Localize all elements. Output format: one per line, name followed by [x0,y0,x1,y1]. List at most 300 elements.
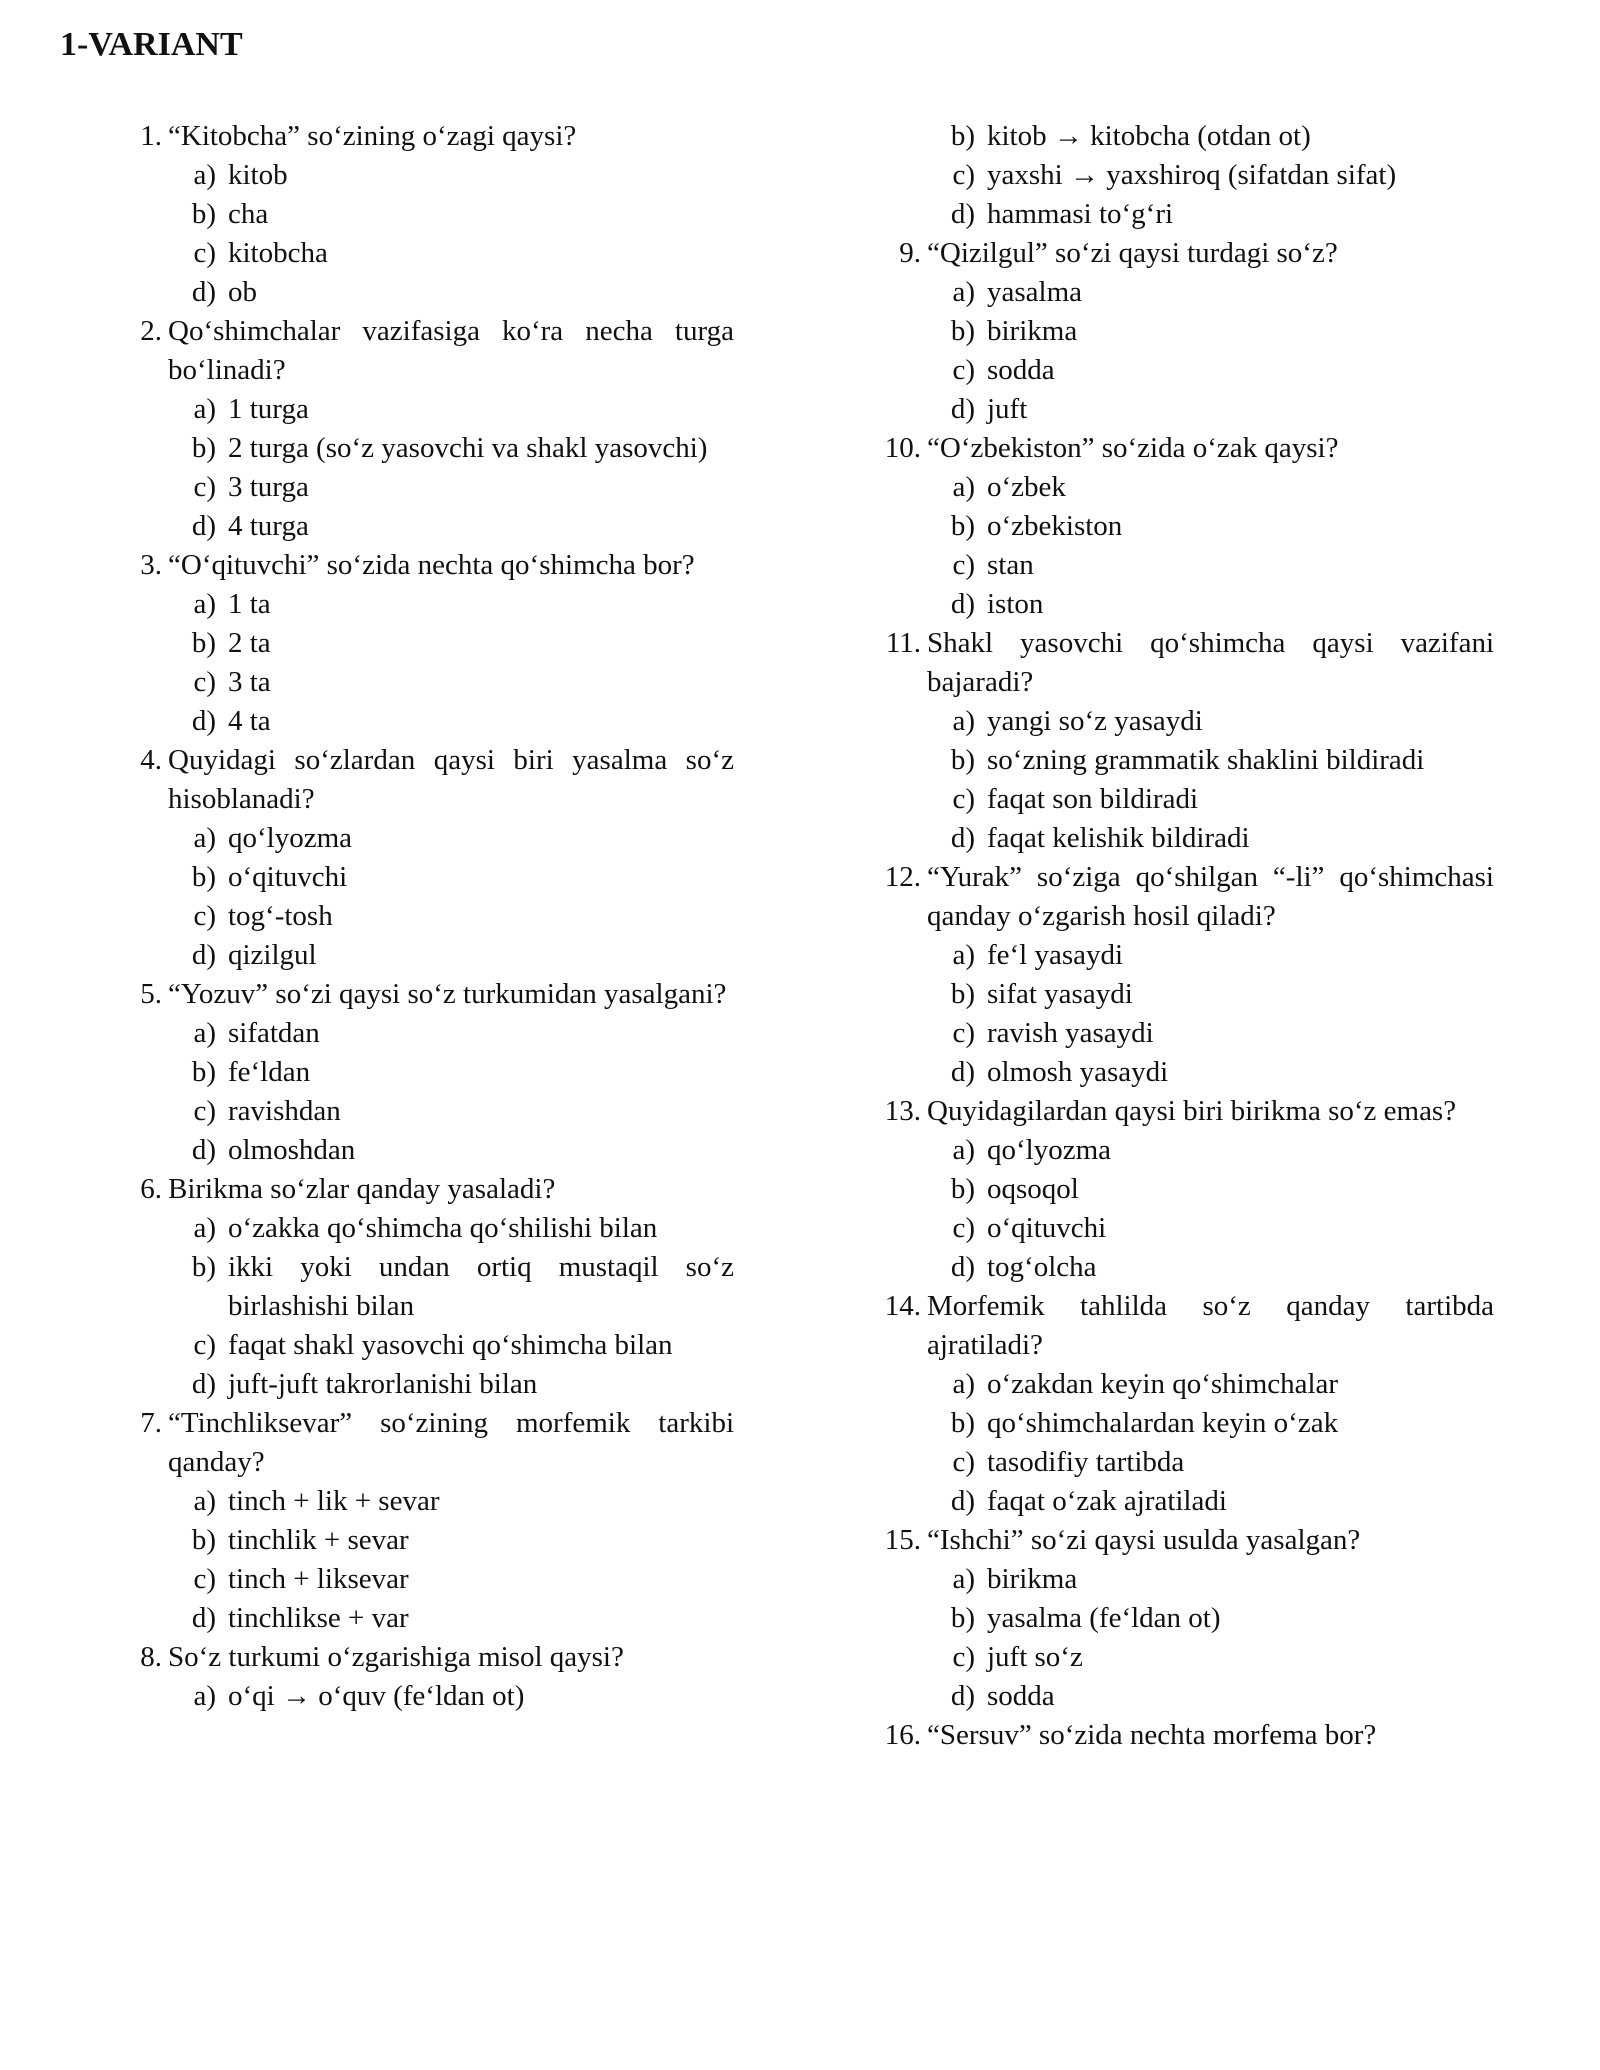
question-body [168,741,734,819]
option-body [927,351,1494,390]
option-letter: c) [193,471,216,503]
option-letter: b) [950,1407,975,1439]
question-body [168,117,734,156]
answer-option [869,468,1494,507]
option-text: qo‘lyozma [228,822,353,854]
option-body [168,1131,734,1170]
answer-option [114,468,734,507]
option-letter: a) [193,1680,216,1712]
option-letter: d) [950,1056,975,1088]
question-text: Birikma so‘zlar qanday yasaladi? [168,1173,556,1205]
option-body [927,585,1494,624]
option-letter: c) [193,1329,216,1361]
option-letter: c) [952,1017,975,1049]
option-text: ravishdan [228,1095,341,1127]
option-indent [869,1404,927,1443]
question-item [114,975,734,1170]
option-text: ikki yoki undan ortiq mustaqil so‘z birlashishi bilan [228,1251,734,1322]
answer-option [869,1638,1494,1677]
question-row [114,1638,734,1677]
option-text: yasalma [987,276,1083,308]
option-body [927,702,1494,741]
option-body [168,1677,734,1716]
answer-option [114,819,734,858]
option-letter: b) [950,744,975,776]
question-item [114,546,734,741]
option-text: tinchlikse + var [228,1602,409,1634]
question-text: “O‘zbekiston” so‘zida o‘zak qaysi? [927,432,1339,464]
question-row [114,117,734,156]
option-text: o‘zakdan keyin qo‘shimchalar [987,1368,1339,1400]
option-text: stan [987,549,1034,581]
option-letter: a) [193,1017,216,1049]
question-row [114,1404,734,1482]
option-letter: c) [193,666,216,698]
option-indent [869,117,927,156]
answer-option [114,429,734,468]
answer-option [114,1365,734,1404]
option-text: sodda [987,1680,1055,1712]
option-text: ob [228,276,257,308]
option-text: 4 ta [228,705,271,737]
option-indent [869,507,927,546]
option-body [927,1248,1494,1287]
option-body [927,1599,1494,1638]
question-row [869,1092,1494,1131]
answer-option [869,546,1494,585]
option-indent [114,936,168,975]
question-number: 5. [140,978,162,1010]
option-letter: d) [950,822,975,854]
option-text: birikma [987,1563,1078,1595]
option-body [927,1482,1494,1521]
question-text: “Qizilgul” so‘zi qaysi turdagi so‘z? [927,237,1338,269]
option-letter: a) [952,705,975,737]
option-text: iston [987,588,1044,620]
option-indent [869,1131,927,1170]
option-indent [869,741,927,780]
question-item [869,1521,1494,1716]
option-letter: d) [950,588,975,620]
option-text: qo‘lyozma [987,1134,1112,1166]
answer-option [869,1170,1494,1209]
option-indent [869,468,927,507]
option-body [168,1326,734,1365]
option-indent [869,936,927,975]
option-letter: c) [952,783,975,815]
option-letter: d) [191,510,216,542]
option-letter: c) [952,549,975,581]
question-item [869,624,1494,858]
option-letter: b) [191,432,216,464]
answer-option [114,663,734,702]
option-indent [114,1014,168,1053]
answer-option [869,312,1494,351]
option-text: tasodifiy tartibda [987,1446,1185,1478]
option-text: 1 turga [228,393,309,425]
left-question-column [114,117,734,1716]
option-indent [869,351,927,390]
question-item [869,234,1494,429]
option-letter: d) [950,198,975,230]
question-item [869,1092,1494,1287]
option-text: hammasi to‘g‘ri [987,198,1174,230]
option-letter: a) [952,471,975,503]
answer-option [114,234,734,273]
question-row [869,1716,1494,1755]
option-text: 4 turga [228,510,309,542]
option-letter: c) [952,1446,975,1478]
option-letter: c) [193,237,216,269]
option-indent [114,1092,168,1131]
option-text: juft-juft takrorlanishi bilan [228,1368,538,1400]
answer-option [869,1560,1494,1599]
question-item [869,1716,1494,1755]
answer-option [869,390,1494,429]
question-row [114,975,734,1014]
question-item [114,117,734,312]
option-indent [114,1599,168,1638]
option-body [168,858,734,897]
option-body [927,1053,1494,1092]
option-body [927,741,1494,780]
option-text: sodda [987,354,1055,386]
question-row [869,1287,1494,1365]
option-body [168,1092,734,1131]
question-number: 14. [884,1290,921,1322]
option-indent [114,1482,168,1521]
option-text: faqat o‘zak ajratiladi [987,1485,1227,1517]
option-indent [114,156,168,195]
answer-option [869,195,1494,234]
option-indent [114,234,168,273]
option-indent [869,312,927,351]
question-number: 16. [884,1719,921,1751]
option-indent [869,780,927,819]
option-letter: c) [952,159,975,191]
option-body [168,507,734,546]
option-indent [114,1131,168,1170]
question-item [114,1170,734,1404]
option-text: o‘qituvchi [987,1212,1107,1244]
answer-option [114,702,734,741]
option-indent [114,1248,168,1326]
question-body [168,1638,734,1677]
option-letter: b) [191,1524,216,1556]
option-text: 1 ta [228,588,271,620]
question-row [114,546,734,585]
question-item [114,1404,734,1638]
answer-option [114,585,734,624]
option-indent [869,975,927,1014]
option-text: yangi so‘z yasaydi [987,705,1203,737]
option-indent [114,1053,168,1092]
option-text: kitob [228,159,288,191]
option-indent [869,273,927,312]
option-letter: b) [191,198,216,230]
option-body [927,1638,1494,1677]
option-text: cha [228,198,269,230]
answer-option [869,741,1494,780]
option-letter: b) [950,978,975,1010]
option-body [927,312,1494,351]
answer-option [869,1404,1494,1443]
option-text: o‘zbek [987,471,1066,503]
option-letter: a) [952,1134,975,1166]
option-text: olmosh yasaydi [987,1056,1169,1088]
option-body [168,273,734,312]
option-letter: c) [193,900,216,932]
option-body [168,897,734,936]
option-body [927,1677,1494,1716]
answer-option [869,1365,1494,1404]
question-number: 11. [885,627,921,659]
answer-option [869,780,1494,819]
option-body [927,1014,1494,1053]
option-indent [869,1560,927,1599]
option-text: olmoshdan [228,1134,356,1166]
option-body [168,234,734,273]
option-body [168,702,734,741]
answer-option [869,507,1494,546]
question-number: 15. [884,1524,921,1556]
option-body [927,1170,1494,1209]
answer-option [869,117,1494,156]
answer-option [114,1131,734,1170]
question-body [927,1092,1494,1131]
answer-option [114,1209,734,1248]
option-indent [114,1677,168,1716]
option-body [168,624,734,663]
option-letter: a) [193,822,216,854]
option-text: faqat son bildiradi [987,783,1199,815]
answer-option [114,1053,734,1092]
question-number: 4. [140,744,162,776]
question-item [869,1287,1494,1521]
option-body [927,1209,1494,1248]
answer-option [869,975,1494,1014]
option-indent [114,273,168,312]
question-row [869,429,1494,468]
option-letter: b) [191,1056,216,1088]
answer-option [869,936,1494,975]
question-body [927,1521,1494,1560]
option-body [927,1404,1494,1443]
question-number: 1. [140,120,162,152]
option-text: sifat yasaydi [987,978,1133,1010]
option-body [927,273,1494,312]
question-text: So‘z turkumi o‘zgarishiga misol qaysi? [168,1641,624,1673]
option-letter: b) [950,1602,975,1634]
option-text: so‘zning grammatik shaklini bildiradi [987,744,1425,776]
question-row [114,1170,734,1209]
option-letter: d) [191,276,216,308]
question-item [869,117,1494,234]
question-number: 6. [140,1173,162,1205]
answer-option [869,1209,1494,1248]
option-body [168,1365,734,1404]
answer-option [869,1053,1494,1092]
option-indent [869,1482,927,1521]
option-body [927,780,1494,819]
option-text: o‘zakka qo‘shimcha qo‘shilishi bilan [228,1212,658,1244]
option-letter: d) [191,705,216,737]
question-body [168,546,734,585]
option-body [168,1521,734,1560]
option-letter: b) [950,315,975,347]
question-text: “Ishchi” so‘zi qaysi usulda yasalgan? [927,1524,1361,1556]
option-letter: d) [191,1602,216,1634]
option-letter: a) [952,1563,975,1595]
option-indent [869,1677,927,1716]
option-body [168,663,734,702]
option-indent [114,1560,168,1599]
option-body [168,1482,734,1521]
option-letter: d) [950,393,975,425]
answer-option [114,624,734,663]
question-body [927,1716,1494,1755]
option-text: 3 ta [228,666,271,698]
option-text: fe‘l yasaydi [987,939,1124,971]
option-indent [869,1443,927,1482]
question-text: “O‘qituvchi” so‘zida nechta qo‘shimcha bor? [168,549,695,581]
option-body [927,507,1494,546]
option-indent [114,1209,168,1248]
option-letter: d) [950,1251,975,1283]
question-number: 12. [884,861,921,893]
answer-option [869,1677,1494,1716]
answer-option [114,897,734,936]
question-body [927,624,1494,702]
option-indent [114,819,168,858]
option-body [927,156,1494,195]
answer-option [869,1131,1494,1170]
option-text: o‘qi → o‘quv (fe‘ldan ot) [228,1680,525,1712]
answer-option [114,936,734,975]
option-body [927,468,1494,507]
option-letter: d) [191,1134,216,1166]
option-letter: b) [191,861,216,893]
question-number: 2. [140,315,162,347]
question-body [927,1287,1494,1365]
question-text: “Sersuv” so‘zida nechta morfema bor? [927,1719,1377,1751]
option-text: faqat shakl yasovchi qo‘shimcha bilan [228,1329,673,1361]
option-letter: a) [952,276,975,308]
question-text: Shakl yasovchi qo‘shimcha qaysi vazifani bajaradi? [927,627,1494,698]
variant-title: 1-VARIANT [60,26,243,63]
option-letter: b) [191,627,216,659]
question-text: Qo‘shimchalar vazifasiga ko‘ra necha turga bo‘linadi? [168,315,734,386]
option-body [168,585,734,624]
question-number: 13. [884,1095,921,1127]
option-indent [869,1053,927,1092]
option-body [927,117,1494,156]
question-text: Quyidagi so‘zlardan qaysi biri yasalma so‘z hisoblanadi? [168,744,734,815]
option-body [927,390,1494,429]
option-body [927,1365,1494,1404]
option-body [168,429,734,468]
option-indent [869,1248,927,1287]
option-letter: b) [191,1251,216,1283]
option-letter: d) [950,1680,975,1712]
question-number: 3. [140,549,162,581]
option-body [168,936,734,975]
answer-option [114,156,734,195]
question-number: 10. [884,432,921,464]
right-question-column [869,117,1494,1755]
option-indent [114,858,168,897]
answer-option [869,702,1494,741]
question-item [869,858,1494,1092]
answer-option [114,1092,734,1131]
option-letter: a) [952,1368,975,1400]
option-body [927,546,1494,585]
option-letter: c) [952,1641,975,1673]
option-text: 2 ta [228,627,271,659]
option-indent [114,702,168,741]
option-text: kitob → kitobcha (otdan ot) [987,120,1311,152]
option-body [927,1131,1494,1170]
option-letter: a) [952,939,975,971]
question-number: 7. [140,1407,162,1439]
answer-option [869,1482,1494,1521]
option-body [168,819,734,858]
option-letter: a) [193,1485,216,1517]
option-body [927,1560,1494,1599]
option-text: fe‘ldan [228,1056,311,1088]
answer-option [869,1248,1494,1287]
option-body [168,390,734,429]
option-letter: d) [191,939,216,971]
option-text: o‘qituvchi [228,861,348,893]
option-indent [114,429,168,468]
question-row [869,858,1494,936]
answer-option [114,858,734,897]
option-indent [114,624,168,663]
question-body [927,234,1494,273]
option-indent [114,390,168,429]
option-indent [869,819,927,858]
option-indent [114,195,168,234]
question-row [114,312,734,390]
option-indent [869,1209,927,1248]
question-row [869,624,1494,702]
option-indent [114,1326,168,1365]
answer-option [869,273,1494,312]
question-row [869,234,1494,273]
option-text: yasalma (fe‘ldan ot) [987,1602,1221,1634]
answer-option [114,390,734,429]
answer-option [114,1014,734,1053]
answer-option [114,1482,734,1521]
option-text: birikma [987,315,1078,347]
answer-option [114,1560,734,1599]
option-body [168,1053,734,1092]
option-body [168,1248,734,1326]
option-letter: d) [191,1368,216,1400]
option-text: tinch + liksevar [228,1563,409,1595]
option-indent [869,1599,927,1638]
option-body [927,975,1494,1014]
question-item [114,741,734,975]
option-text: faqat kelishik bildiradi [987,822,1250,854]
option-text: 2 turga (so‘z yasovchi va shakl yasovchi) [228,432,708,464]
option-text: tinch + lik + sevar [228,1485,440,1517]
option-text: tinchlik + sevar [228,1524,409,1556]
answer-option [114,1677,734,1716]
option-letter: c) [952,1212,975,1244]
option-indent [114,1365,168,1404]
